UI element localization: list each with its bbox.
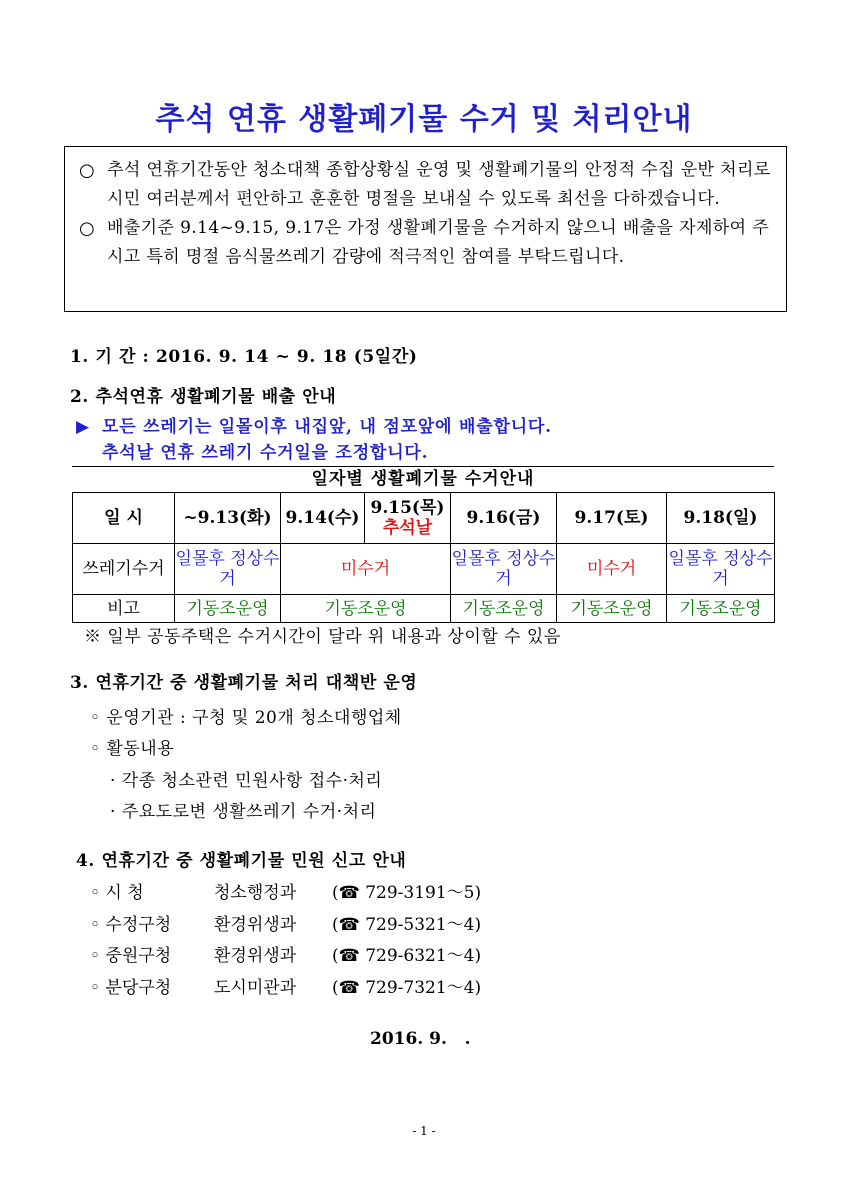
notice-text: 배출기준 9.14~9.15, 9.17은 가정 생활폐기물을 수거하지 않으니 배출을 자제하여 주시고 특히 명절 음식물쓰레기 감량에 적극적인 참여를 부탁드립니다. (107, 218, 770, 267)
circle-bullet-icon: ○ (79, 218, 95, 239)
remark-cell: 기동조운영 (451, 595, 557, 623)
collection-none: 미수거 (281, 544, 451, 595)
arrow-right-icon: ▶ (76, 417, 90, 437)
contact-office: ◦ 중원구청 (90, 946, 172, 966)
remark-cell: 기동조운영 (667, 595, 775, 623)
remark-label: 비고 (73, 595, 175, 623)
schedule-table (72, 492, 775, 623)
remark-cell: 기동조운영 (175, 595, 281, 623)
contact-dept: 환경위생과 (214, 915, 297, 935)
date-text: 9.15(목) (370, 498, 445, 518)
complaint-heading: 4. 연휴기간 중 생활폐기물 민원 신고 안내 (76, 851, 407, 871)
date-cell-holiday (365, 493, 451, 544)
date-cell: 9.14(수) (281, 493, 365, 544)
disposal-heading: 2. 추석연휴 생활폐기물 배출 안내 (70, 387, 337, 407)
contact-row (90, 973, 481, 998)
contact-phone: (☎ 729-5321～4) (332, 915, 482, 935)
schedule-footnote: ※ 일부 공동주택은 수거시간이 달라 위 내용과 상이할 수 있음 (84, 627, 561, 647)
contact-office: ◦ 시 청 (90, 883, 144, 903)
contact-dept: 도시미관과 (214, 978, 297, 998)
page-title: 추석 연휴 생활폐기물 수거 및 처리안내 (155, 102, 693, 137)
table-row (73, 544, 775, 595)
table-row (73, 493, 775, 544)
operating-org: ◦ 운영기관 : 구청 및 20개 청소대행업체 (90, 708, 402, 728)
page-number: - 1 - (412, 1124, 436, 1138)
activity-label: ◦ 활동내용 (90, 739, 175, 759)
task-force-heading: 3. 연휴기간 중 생활폐기물 처리 대책반 운영 (70, 673, 418, 693)
notice-box (64, 146, 787, 312)
remark-cell: 기동조운영 (281, 595, 451, 623)
collection-label: 쓰레기수거 (73, 544, 175, 595)
contact-office: ◦ 분당구청 (90, 978, 172, 998)
disposal-line-1 (76, 412, 552, 437)
table-row (73, 595, 775, 623)
circle-bullet-icon: ○ (79, 160, 95, 181)
disposal-text-2: 추석날 연휴 쓰레기 수거일을 조정합니다. (102, 443, 429, 463)
contact-dept: 청소행정과 (214, 883, 297, 903)
activity-item: · 주요도로변 생활쓰레기 수거·처리 (110, 802, 377, 822)
collection-none: 미수거 (557, 544, 667, 595)
holiday-note: 추석날 (382, 518, 433, 538)
date-cell: ~9.13(화) (175, 493, 281, 544)
contact-phone: (☎ 729-6321～4) (332, 946, 482, 966)
contact-row (90, 941, 481, 966)
collection-normal: 일몰후 정상수거 (667, 544, 775, 595)
notice-item (79, 214, 772, 272)
contact-row (90, 878, 481, 903)
date-cell: 9.17(토) (557, 493, 667, 544)
collection-normal: 일몰후 정상수거 (451, 544, 557, 595)
activity-item: · 각종 청소관련 민원사항 접수·처리 (110, 771, 383, 791)
contact-phone: (☎ 729-7321～4) (332, 978, 482, 998)
schedule-caption: 일자별 생활폐기물 수거안내 (72, 466, 774, 492)
date-cell: 9.16(금) (451, 493, 557, 544)
document-date: 2016. 9. . (370, 1029, 471, 1049)
contact-phone: (☎ 729-3191～5) (332, 883, 482, 903)
disposal-line-2 (76, 438, 428, 463)
notice-text: 추석 연휴기간동안 청소대책 종합상황실 운영 및 생활폐기물의 안정적 수집 운반 처리로 시민 여러분께서 편안하고 훈훈한 명절을 보내실 수 있도록 최선을 다하겠습니다. (107, 160, 771, 209)
contact-office: ◦ 수정구청 (90, 915, 172, 935)
disposal-text-1: 모든 쓰레기는 일몰이후 내집앞, 내 점포앞에 배출합니다. (102, 417, 552, 437)
header-label: 일 시 (73, 493, 175, 544)
notice-item (79, 156, 772, 214)
collection-normal: 일몰후 정상수거 (175, 544, 281, 595)
date-cell: 9.18(일) (667, 493, 775, 544)
remark-cell: 기동조운영 (557, 595, 667, 623)
period-heading: 1. 기 간 : 2016. 9. 14 ~ 9. 18 (5일간) (70, 347, 418, 367)
contact-row (90, 910, 481, 935)
contact-dept: 환경위생과 (214, 946, 297, 966)
